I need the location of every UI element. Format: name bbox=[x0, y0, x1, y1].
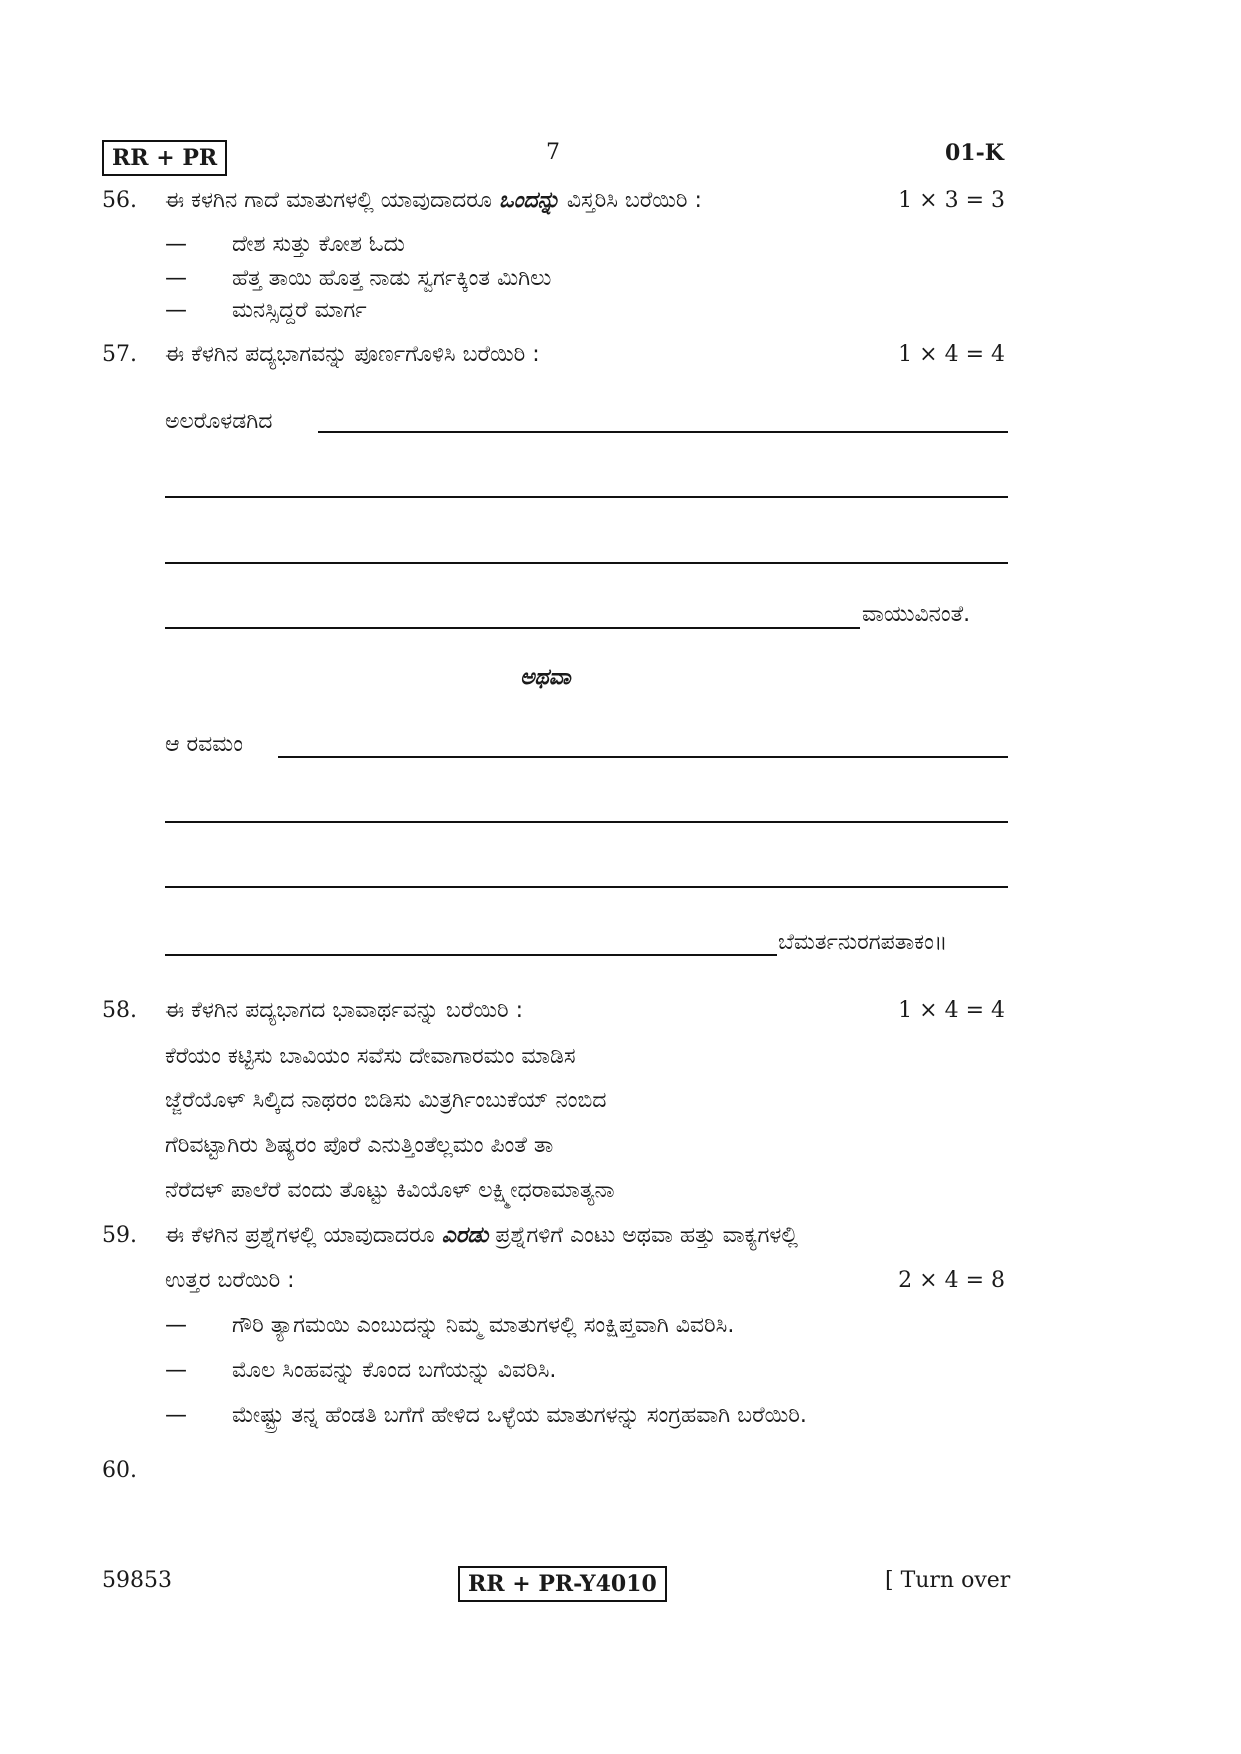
q58-marks: 1 × 4 = 4 bbox=[898, 998, 1005, 1023]
q56-dash-1: — bbox=[165, 232, 187, 257]
q56-item-3: ಮನಸ್ಸಿದ್ದರೆ ಮಾರ್ಗ bbox=[232, 298, 367, 323]
q56-text-before: ಈ ಕಳಗಿನ ಗಾದೆ ಮಾತುಗಳಲ್ಲಿ ಯಾವುದಾದರೂ bbox=[165, 188, 499, 213]
q56-text bbox=[165, 186, 702, 216]
q59-number: 59. bbox=[102, 1223, 137, 1248]
q59-dash-3: — bbox=[165, 1403, 187, 1428]
q56-text-after: ವಿಸ್ತರಿಸಿ ಬರೆಯಿರಿ : bbox=[559, 188, 702, 213]
answer-line bbox=[318, 431, 1008, 433]
q58-verse-line-2: ಜ್ಜೆರೆಯೊಳ್ ಸಿಲ್ಕಿದ ನಾಥರಂ ಬಿಡಿಸು ಮಿತ್ರರ್ಗಿಂಬುಕೆಯ್ ನಂಬಿದ bbox=[165, 1088, 607, 1113]
footer-code-box: RR + PR-Y4010 bbox=[458, 1566, 667, 1602]
q56-number: 56. bbox=[102, 188, 137, 213]
q59-dash-1: — bbox=[165, 1313, 187, 1338]
q57-number: 57. bbox=[102, 342, 137, 367]
q59-dash-2: — bbox=[165, 1358, 187, 1383]
q57-or: ಅಥವಾ bbox=[520, 665, 571, 690]
answer-line bbox=[278, 756, 1008, 758]
q60-number: 60. bbox=[102, 1458, 137, 1483]
footer-turn-over: [ Turn over bbox=[885, 1568, 1011, 1593]
q56-item-2: ಹೆತ್ತ ತಾಯಿ ಹೊತ್ತ ನಾಡು ಸ್ವರ್ಗಕ್ಕಿಂತ ಮಿಗಿಲು bbox=[232, 266, 552, 291]
q59-item-3: ಮೇಷ್ಟ್ರು ತನ್ನ ಹೆಂಡತಿ ಬಗೆಗೆ ಹೇಳಿದ ಒಳ್ಳೆಯ ಮಾತುಗಳನ್ನು ಸಂಗ್ರಹವಾಗಿ ಬರೆಯಿರಿ. bbox=[232, 1403, 807, 1428]
header-code-box: RR + PR bbox=[102, 140, 227, 176]
q56-dash-2: — bbox=[165, 266, 187, 291]
paper-code: 01-K bbox=[945, 140, 1004, 166]
q58-text: ಈ ಕೆಳಗಿನ ಪದ್ಯಭಾಗದ ಭಾವಾರ್ಥವನ್ನು ಬರೆಯಿರಿ : bbox=[165, 998, 523, 1023]
q56-text-bold: ಒಂದನ್ನು bbox=[498, 188, 560, 213]
answer-line bbox=[165, 954, 777, 956]
q58-verse-line-4: ನೆರೆದಳ್ ಪಾಲೆರೆ ವಂದು ತೊಟ್ಟು ಕಿವಿಯೊಳ್ ಲಕ್ಷ್ಮೀಧರಾಮಾತ್ಯನಾ bbox=[165, 1178, 615, 1203]
q58-verse-line-1: ಕೆರೆಯಂ ಕಟ್ಟಿಸು ಬಾವಿಯಂ ಸವೆಸು ದೇವಾಗಾರಮಂ ಮಾಡಿಸ bbox=[165, 1044, 576, 1069]
q58-verse-line-3: ಗೆರಿವಟ್ಟಾಗಿರು ಶಿಷ್ಯರಂ ಪೊರೆ ಎನುತ್ತಿಂತೆಲ್ಲಮಂ ಪಿಂತೆ ತಾ bbox=[165, 1133, 554, 1158]
answer-line bbox=[165, 562, 1008, 564]
answer-line bbox=[165, 886, 1008, 888]
q59-text-before: ಈ ಕೆಳಗಿನ ಪ್ರಶ್ನೆಗಳಲ್ಲಿ ಯಾವುದಾದರೂ bbox=[165, 1223, 442, 1248]
q59-text bbox=[165, 1221, 798, 1251]
q57-verse1-end: ವಾಯುವಿನಂತೆ. bbox=[862, 602, 971, 627]
q57-verse1-start: ಅಲರೊಳಡಗಿದ bbox=[165, 409, 273, 434]
q57-verse2-start: ಆ ರವಮಂ bbox=[165, 732, 243, 757]
footer-serial: 59853 bbox=[102, 1568, 172, 1593]
answer-line bbox=[165, 821, 1008, 823]
q56-dash-3: — bbox=[165, 298, 187, 323]
q59-item-1: ಗೌರಿ ತ್ಯಾಗಮಯಿ ಎಂಬುದನ್ನು ನಿಮ್ಮ ಮಾತುಗಳಲ್ಲಿ ಸಂಕ್ಷಿಪ್ತವಾಗಿ ವಿವರಿಸಿ. bbox=[232, 1313, 735, 1338]
q57-text: ಈ ಕೆಳಗಿನ ಪದ್ಯಭಾಗವನ್ನು ಪೂರ್ಣಗೊಳಿಸಿ ಬರೆಯಿರಿ : bbox=[165, 342, 540, 367]
q56-marks: 1 × 3 = 3 bbox=[898, 188, 1005, 213]
answer-line bbox=[165, 627, 860, 629]
q59-text-line2: ಉತ್ತರ ಬರೆಯಿರಿ : bbox=[165, 1268, 295, 1293]
q57-verse2-end: ಬೆಮರ್ತನುರಗಪತಾಕಂ॥ bbox=[778, 930, 948, 955]
q59-marks: 2 × 4 = 8 bbox=[898, 1268, 1005, 1293]
q59-text-bold: ಎರಡು bbox=[441, 1223, 489, 1248]
q59-text-after: ಪ್ರಶ್ನೆಗಳಿಗೆ ಎಂಟು ಅಥವಾ ಹತ್ತು ವಾಕ್ಯಗಳಲ್ಲಿ bbox=[488, 1223, 798, 1248]
answer-line bbox=[165, 496, 1008, 498]
q57-marks: 1 × 4 = 4 bbox=[898, 342, 1005, 367]
q58-number: 58. bbox=[102, 998, 137, 1023]
q56-item-1: ದೇಶ ಸುತ್ತು ಕೋಶ ಓದು bbox=[232, 232, 405, 257]
page-number: 7 bbox=[546, 140, 560, 165]
q59-item-2: ಮೊಲ ಸಿಂಹವನ್ನು ಕೊಂದ ಬಗೆಯನ್ನು ವಿವರಿಸಿ. bbox=[232, 1358, 557, 1383]
